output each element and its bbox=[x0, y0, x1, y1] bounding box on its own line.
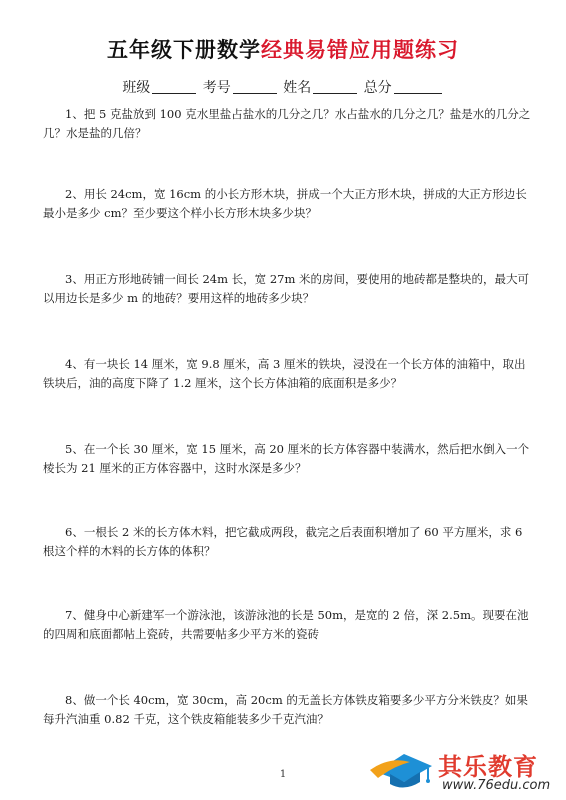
question-5: 5、在一个长 30 厘米，宽 15 厘米，高 20 厘米的长方体容器中装满水，然后把水倒入一个棱长为 21 厘米的正方体容器中，这时水深是多少？ bbox=[43, 442, 530, 475]
brand-website: www.76edu.com bbox=[442, 778, 551, 793]
class-blank bbox=[152, 79, 196, 94]
question-7: 7、健身中心新建军一个游泳池，该游泳池的长是 50m，是宽的 2 倍，深 2.5m。现要在池的四周和底面都帖上瓷砖，共需要帖多少平方米的瓷砖 bbox=[43, 608, 529, 641]
title-part-red: 经典易错应用题练习 bbox=[261, 38, 459, 62]
title-part-black: 五年级下册数学 bbox=[107, 38, 261, 62]
name-label: 姓名 bbox=[283, 80, 312, 96]
score-label: 总分 bbox=[363, 80, 392, 96]
question-2: 2、用长 24cm，宽 16cm 的小长方形木块，拼成一个大正方形木块，拼成的大正方形边长最小是多少 cm？至少要这个样小长方形木块多少块？ bbox=[43, 187, 527, 220]
page-number: 1 bbox=[279, 769, 287, 780]
number-label: 考号 bbox=[202, 80, 231, 96]
question-4: 4、有一块长 14 厘米，宽 9.8 厘米，高 3 厘米的铁块，浸没在一个长方体的油箱中，取出铁块后，油的高度下降了 1.2 厘米，这个长方体油箱的底面积是多少？ bbox=[43, 357, 526, 390]
brand-logo bbox=[370, 744, 566, 800]
page-title bbox=[0, 34, 566, 64]
number-blank bbox=[233, 79, 277, 94]
question-3: 3、用正方形地砖铺一间长 24m 长，宽 27m 米的房间，要使用的地砖都是整块的，最大可以用边长是多少 m 的地砖？要用这样的地砖多少块？ bbox=[43, 272, 530, 305]
brand-name: 其乐教育 bbox=[438, 753, 538, 781]
question-1: 1、把 5 克盐放到 100 克水里盐占盐水的几分之几？水占盐水的几分之几？盐是水的几分之几？水是盐的几倍？ bbox=[43, 107, 531, 140]
score-blank bbox=[394, 79, 442, 94]
question-8: 8、做一个长 40cm，宽 30cm，高 20cm 的无盖长方体铁皮箱要多少平方分米铁皮？如果每升汽油重 0.82 千克，这个铁皮箱能装多少千克汽油？ bbox=[43, 693, 528, 726]
student-info-line bbox=[0, 77, 566, 97]
class-label: 班级 bbox=[122, 80, 151, 96]
question-6: 6、一根长 2 米的长方体木料，把它截成两段，截完之后表面积增加了 60 平方厘米，求 6 根这个样的木料的长方体的体积？ bbox=[43, 525, 523, 558]
graduation-cap-icon bbox=[370, 746, 434, 790]
name-blank bbox=[313, 79, 357, 94]
